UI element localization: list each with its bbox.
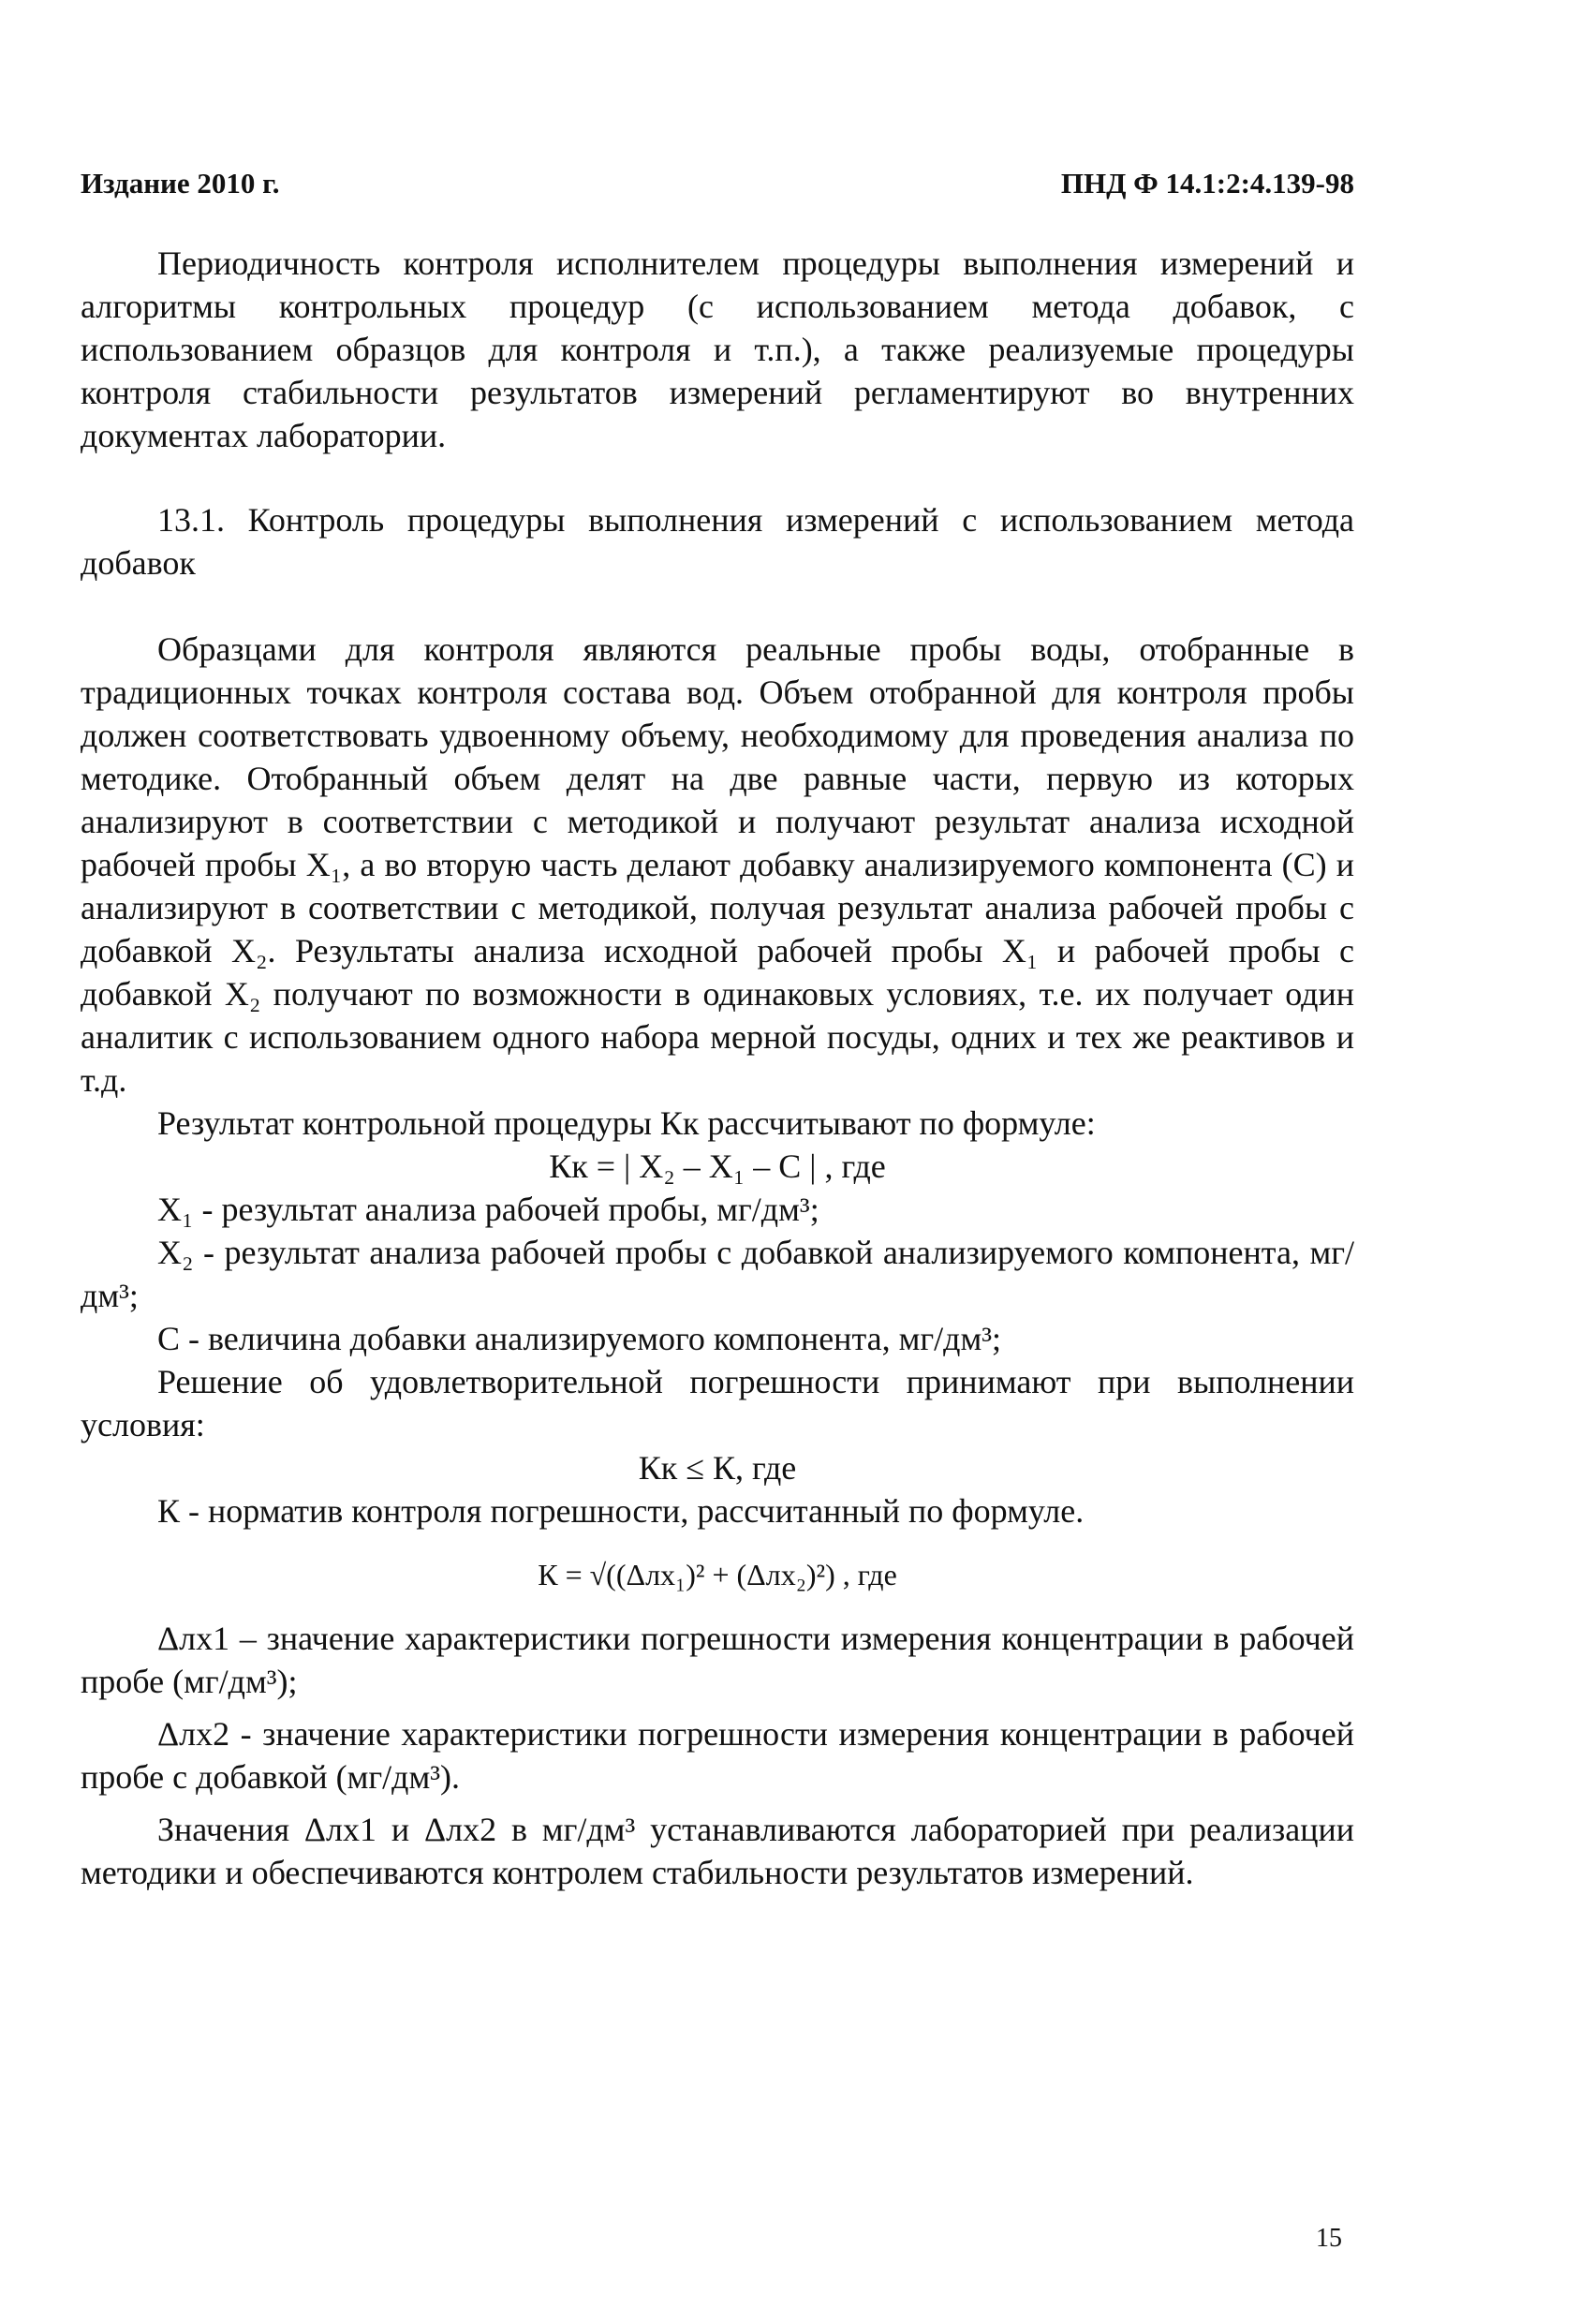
intro-block xyxy=(81,242,1354,457)
definition-x1: X₁ - результат анализа рабочей пробы, мг/дм³; xyxy=(157,1191,819,1228)
definition-x2: X₂ - результат анализа рабочей пробы с добавкой анализируемого компонента, мг/дм³; xyxy=(81,1234,1354,1314)
definition-c: С - величина добавки анализируемого компонента, мг/дм³; xyxy=(157,1320,1002,1357)
main-block xyxy=(81,628,1354,1894)
section-title: 13.1. Контроль процедуры выполнения измерений с использованием метода добавок xyxy=(81,501,1354,582)
formula-kk: Кк = | X₂ – X₁ – C | , где xyxy=(549,1147,886,1185)
document-code: ПНД Ф 14.1:2:4.139-98 xyxy=(1060,167,1354,200)
definition-k: К - норматив контроля погрешности, рассчитанный по формуле. xyxy=(157,1492,1085,1530)
definitions xyxy=(81,1188,1354,1894)
definition-delta1: Δлх1 – значение характеристики погрешности измерения концентрации в рабочей пробе (мг/дм³); xyxy=(81,1620,1354,1700)
page-number: 15 xyxy=(1316,2224,1342,2253)
definition-delta2: Δлх2 - значение характеристики погрешности измерения концентрации в рабочей пробе с добавкой (мг/дм³). xyxy=(81,1715,1354,1796)
formula-condition: Кк ≤ К, где xyxy=(638,1449,797,1487)
intro-paragraph: Периодичность контроля исполнителем процедуры выполнения измерений и алгоритмы контрольных процедур (с использованием метода добавок, с использованием образцов для контроля и т.п.), а также реализуемые процедуры контроля стабильности результатов измерений регламентируют во внутренних документах лаборатории. xyxy=(81,244,1354,454)
closing-paragraph: Значения Δлх1 и Δлх2 в мг/дм³ устанавливаются лабораторией при реализации методики и обеспечиваются контролем стабильности результатов измерений. xyxy=(81,1811,1354,1891)
section-heading-block xyxy=(81,498,1354,585)
main-paragraph: Образцами для контроля являются реальные пробы воды, отобранные в традиционных точках контроля состава вод. Объем отобранной для контроля пробы должен соответствовать удвоенному объему, необходимому для проведения анализа по методике. Отобранный объем делят на две равные части, первую из которых анализируют в соответствии с методикой и получают результат анализа исходной рабочей пробы X₁, а во вторую часть делают добавку анализируемого компонента (С) и анализируют в соответствии с методикой, получая результат анализа рабочей пробы с добавкой X₂. Результаты анализа исходной рабочей пробы X₁ и рабочей пробы с добавкой X₂ получают по возможности в одинаковых условиях, т.е. их получает один аналитик с использованием одного набора мерной посуды, одних и тех же реактивов и т.д. xyxy=(81,630,1354,1099)
formula-k: К = √((Δлх₁)² + (Δлх₂)²) , где xyxy=(538,1558,897,1591)
decision-text: Решение об удовлетворительной погрешности принимают при выполнении условия: xyxy=(81,1363,1354,1443)
result-intro: Результат контрольной процедуры Кк рассчитывают по формуле: xyxy=(157,1104,1096,1142)
edition-label: Издание 2010 г. xyxy=(81,167,280,200)
